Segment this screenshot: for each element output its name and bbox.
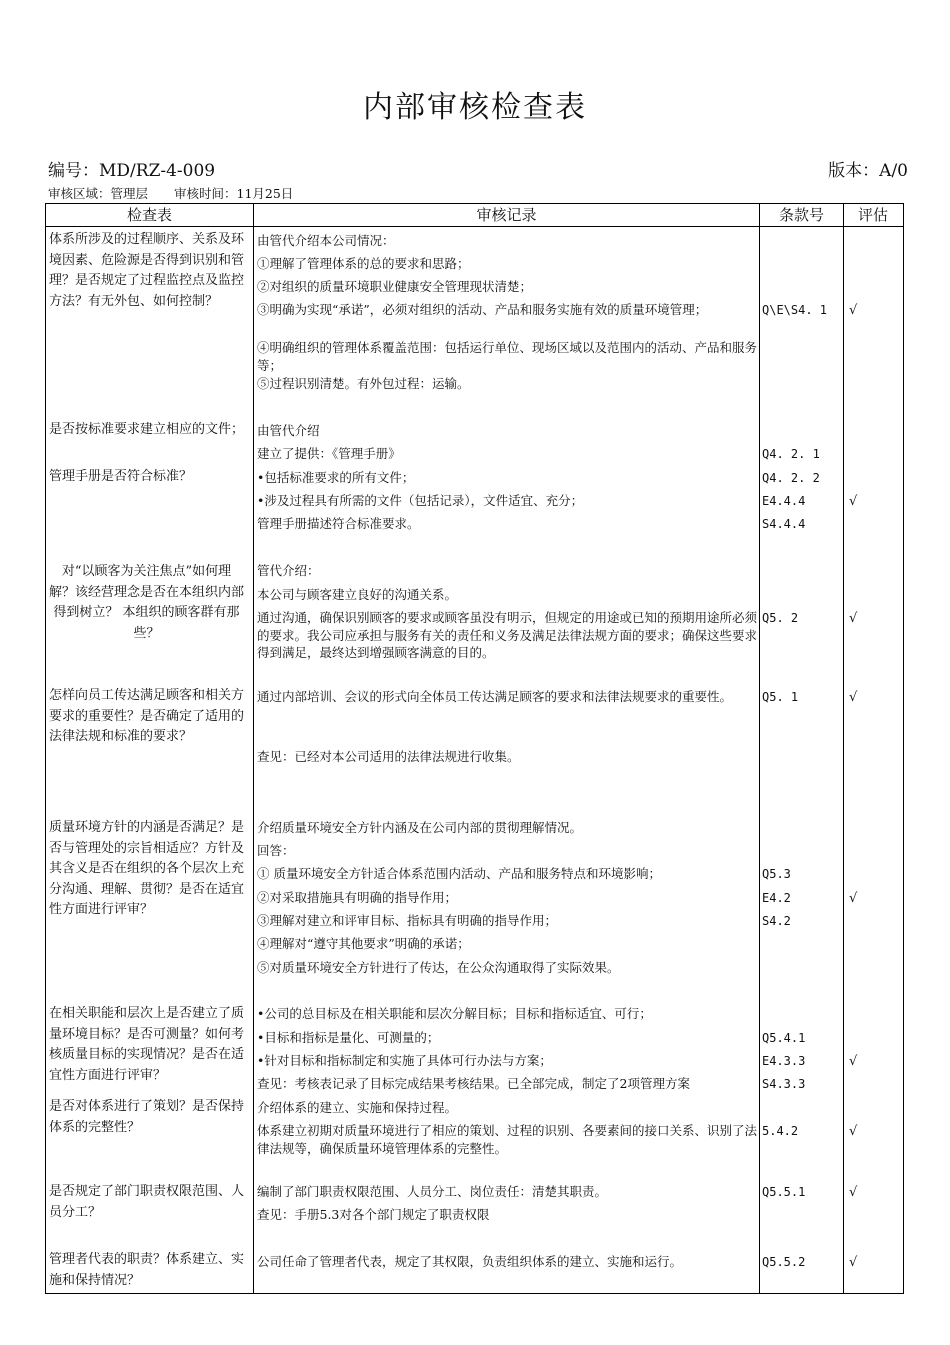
- clause-number: Q5. 2: [762, 611, 799, 625]
- record-line: •包括标准要求的所有文件；: [257, 470, 415, 485]
- record-line: 由管代介绍: [257, 423, 320, 438]
- record-line: •涉及过程具有所需的文件（包括记录），文件适宜、充分；: [257, 493, 584, 508]
- record-line: 编制了部门职责权限范围、人员分工、岗位责任：清楚其职责。: [257, 1184, 608, 1199]
- checkmark: √: [849, 1185, 858, 1200]
- checkmark: √: [849, 690, 858, 705]
- record-line: •针对目标和指标制定和实施了具体可行办法与方案；: [257, 1053, 552, 1068]
- checklist-table: [45, 203, 904, 1294]
- clause-number: Q5.5.1: [762, 1185, 806, 1199]
- question-item: 是否按标准要求建立相应的文件；: [49, 422, 245, 437]
- record-line: 管理手册描述符合标准要求。: [257, 516, 420, 531]
- clause-number: S4.2: [762, 914, 791, 928]
- question-item: 在相关职能和层次上是否建立了质量环境目标？是否可测量？如何考核质量目标的实现情况？是否在适宜性方面进行评审？: [49, 1006, 245, 1083]
- clause-number: S4.3.3: [762, 1077, 806, 1091]
- record-line: ④理解对“遵守其他要求”明确的承诺；: [257, 936, 470, 951]
- checkmark: √: [849, 303, 858, 318]
- record-line: •目标和指标是量化、可测量的；: [257, 1030, 440, 1045]
- record-line: 查见：考核表记录了目标完成结果考核结果。已全部完成，制定了2项管理方案: [257, 1076, 690, 1091]
- question-item: 质量环境方针的内涵是否满足？是否与管理处的宗旨相适应？方针及其含义是否在组织的各个层次上充分沟通、理解、贯彻？是否在适宜性方面进行评审？: [49, 820, 245, 917]
- header-eval: 评估: [857, 206, 888, 224]
- record-line: ③明确为实现“承诺”，必须对组织的活动、产品和服务实施有效的质量环境管理；: [257, 302, 708, 317]
- record-line: 查见：已经对本公司适用的法律法规进行收集。: [257, 749, 520, 764]
- record-line: 公司任命了管理者代表，规定了其权限，负责组织体系的建立、实施和运行。: [257, 1254, 683, 1269]
- record-line: ①理解了管理体系的总的要求和思路；: [257, 256, 470, 271]
- header-record: 审核记录: [476, 206, 537, 224]
- header-clause: 条款号: [778, 206, 824, 224]
- record-line: 回答：: [257, 843, 295, 858]
- record-line: 介绍体系的建立、实施和保持过程。: [257, 1100, 458, 1115]
- record-line: ① 质量环境安全方针适合体系范围内活动、产品和服务特点和环境影响；: [257, 866, 661, 881]
- checkmark: √: [849, 1255, 858, 1270]
- audit-meta: [48, 184, 293, 202]
- record-line: 介绍质量环境安全方针内涵及在公司内部的贯彻理解情况。: [257, 820, 583, 835]
- column-divider: [253, 204, 254, 1293]
- clause-number: E4.2: [762, 891, 791, 905]
- clause-number: S4.4.4: [762, 517, 806, 531]
- record-line: ⑤过程识别清楚。有外包过程：运输。: [257, 376, 470, 391]
- header-checklist: 检查表: [126, 206, 172, 224]
- clause-number: Q5.4.1: [762, 1031, 806, 1045]
- record-line: ②对组织的质量环境职业健康安全管理现状清楚；: [257, 279, 533, 294]
- question-item: 怎样向员工传达满足顾客和相关方要求的重要性？是否确定了适用的法律法规和标准的要求？: [49, 688, 245, 744]
- question-item: 管理者代表的职责？体系建立、实施和保持情况？: [49, 1252, 245, 1288]
- question-item: 管理手册是否符合标准？: [49, 469, 193, 484]
- clause-number: E4.3.3: [762, 1054, 806, 1068]
- record-line: ③理解对建立和评审目标、指标具有明确的指导作用；: [257, 913, 558, 928]
- clause-number: Q5.3: [762, 867, 791, 881]
- clause-number: Q4. 2. 2: [762, 471, 820, 485]
- clause-number: Q4. 2. 1: [762, 447, 820, 461]
- record-line: 通过沟通，确保识别顾客的要求或顾客虽没有明示，但规定的用途或已知的预期用途所必须的要求。我公司应承担与服务有关的责任和义务及满足法律法规方面的要求；确保这些要求得到满足，最终达到增强顾客满意的目的。: [257, 610, 758, 660]
- header-divider: [46, 226, 903, 227]
- checkmark: √: [849, 891, 858, 906]
- clause-number: 5.4.2: [762, 1124, 799, 1138]
- record-line: 建立了提供：《管理手册》: [257, 446, 401, 461]
- question-item: 是否规定了部门职责权限范围、人员分工？: [49, 1184, 245, 1220]
- question-item: 是否对体系进行了策划？是否保持体系的完整性？: [49, 1099, 245, 1135]
- question-item: 对“以顾客为关注焦点”如何理解？该经营理念是否在本组织内部得到树立？ 本组织的顾客群有那些？: [49, 564, 245, 641]
- clause-number: Q5.5.2: [762, 1255, 806, 1269]
- document-code: 编号：MD/RZ-4-009: [48, 161, 216, 181]
- audit-time: 审核时间：11月25日: [174, 186, 294, 201]
- checkmark: √: [849, 1054, 858, 1069]
- clause-number: E4.4.4: [762, 494, 806, 508]
- audit-area: 审核区域：管理层: [48, 186, 149, 201]
- clause-number: Q\E\S4. 1: [762, 303, 828, 317]
- record-line: 体系建立初期对质量环境进行了相应的策划、过程的识别、各要素间的接口关系、识别了法律法规等，确保质量环境管理体系的完整性。: [257, 1123, 758, 1156]
- checkmark: √: [849, 1124, 858, 1139]
- record-line: ⑤对质量环境安全方针进行了传达，在公众沟通取得了实际效果。: [257, 960, 620, 975]
- record-line: 本公司与顾客建立良好的沟通关系。: [257, 587, 458, 602]
- clause-number: Q5. 1: [762, 690, 799, 704]
- record-line: ②对采取措施具有明确的指导作用；: [257, 890, 458, 905]
- record-line: 查见：手册5.3对各个部门规定了职责权限: [257, 1207, 490, 1222]
- checkmark: √: [849, 494, 858, 509]
- record-line: 由管代介绍本公司情况：: [257, 233, 395, 248]
- record-line: ④明确组织的管理体系覆盖范围：包括运行单位、现场区域以及范围内的活动、产品和服务等；: [257, 340, 758, 373]
- document-title: 内部审核检查表: [363, 90, 587, 125]
- question-item: 体系所涉及的过程顺序、关系及环境因素、危险源是否得到识别和管理？是否规定了过程监控点及监控方法？有无外包、如何控制？: [49, 232, 245, 309]
- record-line: 管代介绍：: [257, 563, 320, 578]
- checkmark: √: [849, 611, 858, 626]
- record-line: •公司的总目标及在相关职能和层次分解目标；目标和指标适宜、可行；: [257, 1006, 652, 1021]
- record-line: 通过内部培训、会议的形式向全体员工传达满足顾客的要求和法律法规要求的重要性。: [257, 689, 733, 704]
- document-version: 版本：A/0: [828, 161, 908, 181]
